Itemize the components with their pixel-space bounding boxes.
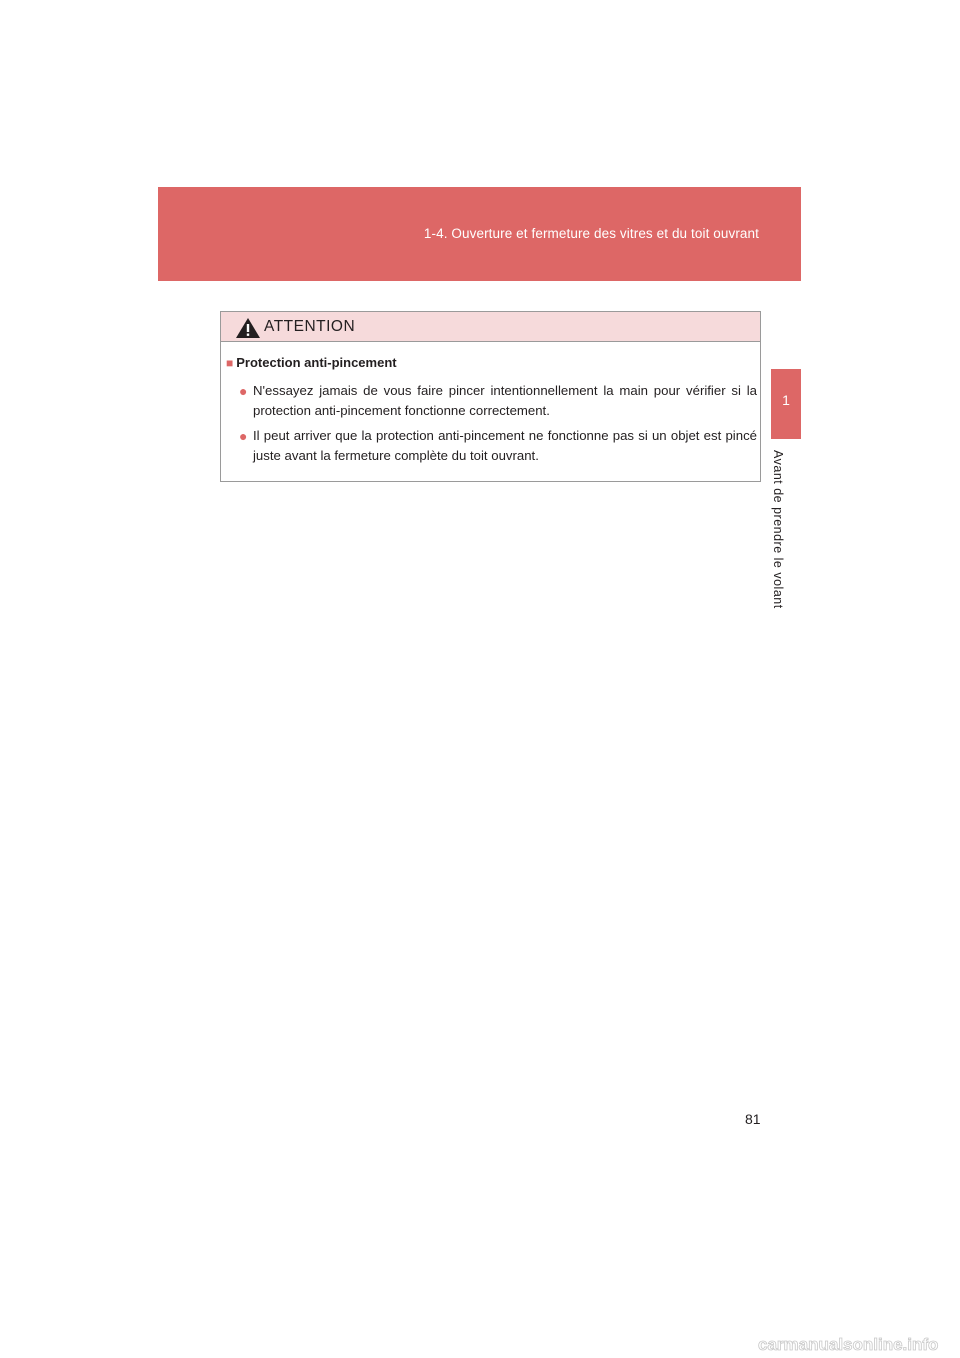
circle-bullet-icon: ● [239, 383, 248, 399]
warning-section-title-text: Protection anti-pincement [236, 355, 397, 370]
warning-list-item-text: Il peut arriver que la protection anti-pincement ne fonctionne pas si un objet est pincé juste avant la fermeture complète du toit ouvrant. [253, 428, 757, 463]
watermark-logo [756, 1329, 960, 1358]
warning-list-item [239, 426, 757, 466]
chapter-tab [771, 369, 801, 439]
section-header-title: 1-4. Ouverture et fermeture des vitres et du toit ouvrant [423, 226, 759, 241]
warning-label: ATTENTION [264, 318, 356, 335]
chapter-number: 1 [782, 392, 790, 408]
chapter-title-vertical: Avant de prendre le volant [771, 450, 785, 609]
warning-list-item [239, 381, 757, 421]
warning-section-title [226, 355, 397, 370]
circle-bullet-icon: ● [239, 428, 248, 444]
warning-header [221, 312, 760, 342]
warning-box [220, 311, 761, 482]
warning-list-item-text: N'essayez jamais de vous faire pincer intentionnellement la main pour vérifier si la protection anti-pincement fonctionne correctement. [253, 383, 757, 418]
warning-triangle-icon [235, 317, 261, 339]
square-bullet-icon: ■ [226, 356, 234, 370]
chapter-header-band [158, 187, 801, 281]
watermark-text: carmanualsonline.info [758, 1335, 939, 1354]
page-number: 81 [745, 1111, 761, 1127]
